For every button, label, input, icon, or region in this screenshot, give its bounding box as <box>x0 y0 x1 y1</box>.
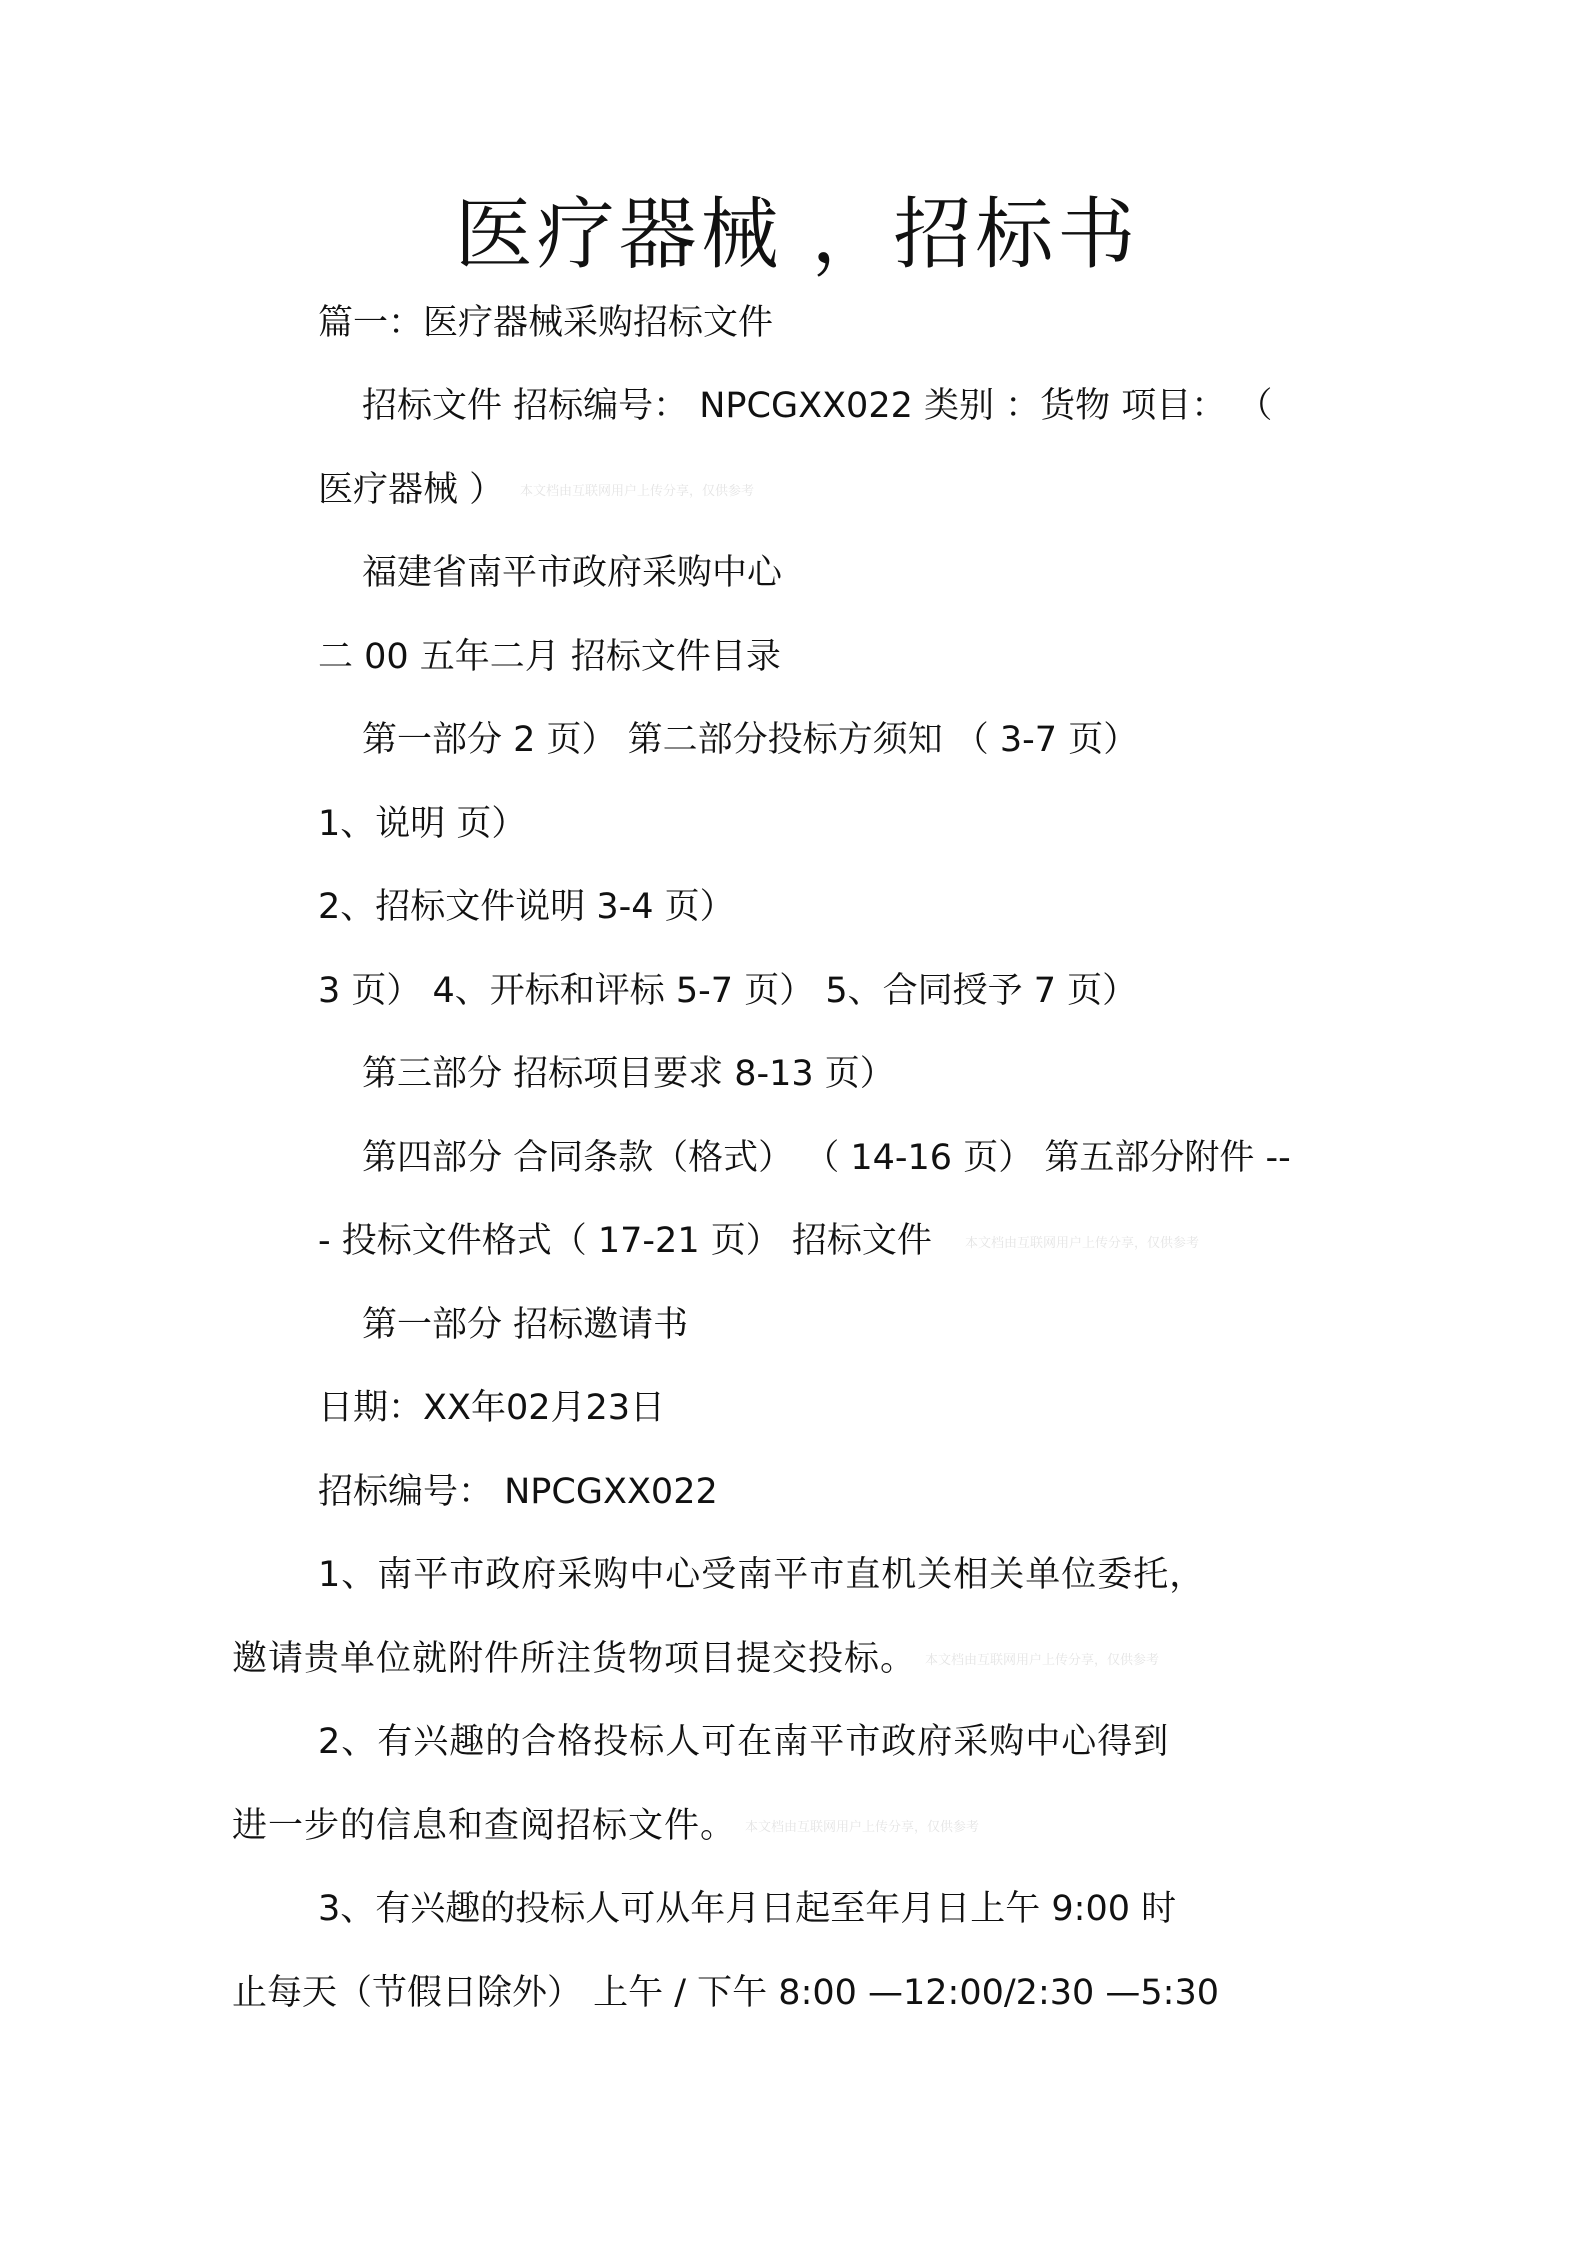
faint-watermark-note: 本文档由互联网用户上传分享，仅供参考 <box>520 484 755 499</box>
paragraph-line: 福建省南平市政府采购中心 <box>362 553 783 593</box>
paragraph-line: 二 00 五年二月 招标文件目录 <box>318 637 781 677</box>
paragraph-line: 2、有兴趣的合格投标人可在南平市政府采购中心得到 <box>318 1722 1170 1762</box>
document-title: 医疗器械 ，招标书 <box>454 190 1140 280</box>
paragraph-line: 3、有兴趣的投标人可从年月日起至年月日上午 9:00 时 <box>318 1889 1177 1929</box>
faint-watermark-note: 本文档由互联网用户上传分享，仅供参考 <box>745 1820 980 1835</box>
paragraph-line: 招标文件 招标编号： NPCGXX022 类别 ：货物 项目： （ <box>362 386 1273 426</box>
paragraph-line: 1、南平市政府采购中心受南平市直机关相关单位委托， <box>318 1555 1206 1595</box>
paragraph-line: 第一部分 2 页） 第二部分投标方须知 （ 3-7 页） <box>362 720 1139 760</box>
paragraph-line: 招标编号： NPCGXX022 <box>318 1472 718 1512</box>
paragraph-line: 第三部分 招标项目要求 8-13 页） <box>362 1054 895 1094</box>
paragraph-line: 邀请贵单位就附件所注货物项目提交投标。 <box>232 1639 917 1679</box>
faint-watermark-note: 本文档由互联网用户上传分享，仅供参考 <box>965 1236 1200 1251</box>
paragraph-line: 日期：XX年02月23日 <box>318 1388 666 1428</box>
faint-watermark-note: 本文档由互联网用户上传分享，仅供参考 <box>925 1653 1160 1668</box>
paragraph-line: 第一部分 招标邀请书 <box>362 1305 689 1345</box>
paragraph-line: 1、说明 页） <box>318 804 527 844</box>
paragraph-line: 篇一：医疗器械采购招标文件 <box>318 303 774 343</box>
paragraph-line: 止每天（节假日除外） 上午 / 下午 8:00 —12:00/2:30 —5:30 <box>232 1973 1219 2013</box>
paragraph-line: - 投标文件格式（ 17-21 页） 招标文件 <box>318 1221 932 1261</box>
paragraph-line: 进一步的信息和查阅招标文件。 <box>232 1806 737 1846</box>
paragraph-line: 第四部分 合同条款（格式） （ 14-16 页） 第五部分附件 -- <box>362 1138 1291 1178</box>
paragraph-line: 3 页） 4、开标和评标 5-7 页） 5、合同授予 7 页） <box>318 971 1138 1011</box>
paragraph-line: 医疗器械 ） <box>318 470 505 510</box>
paragraph-line: 2、招标文件说明 3-4 页） <box>318 887 735 927</box>
